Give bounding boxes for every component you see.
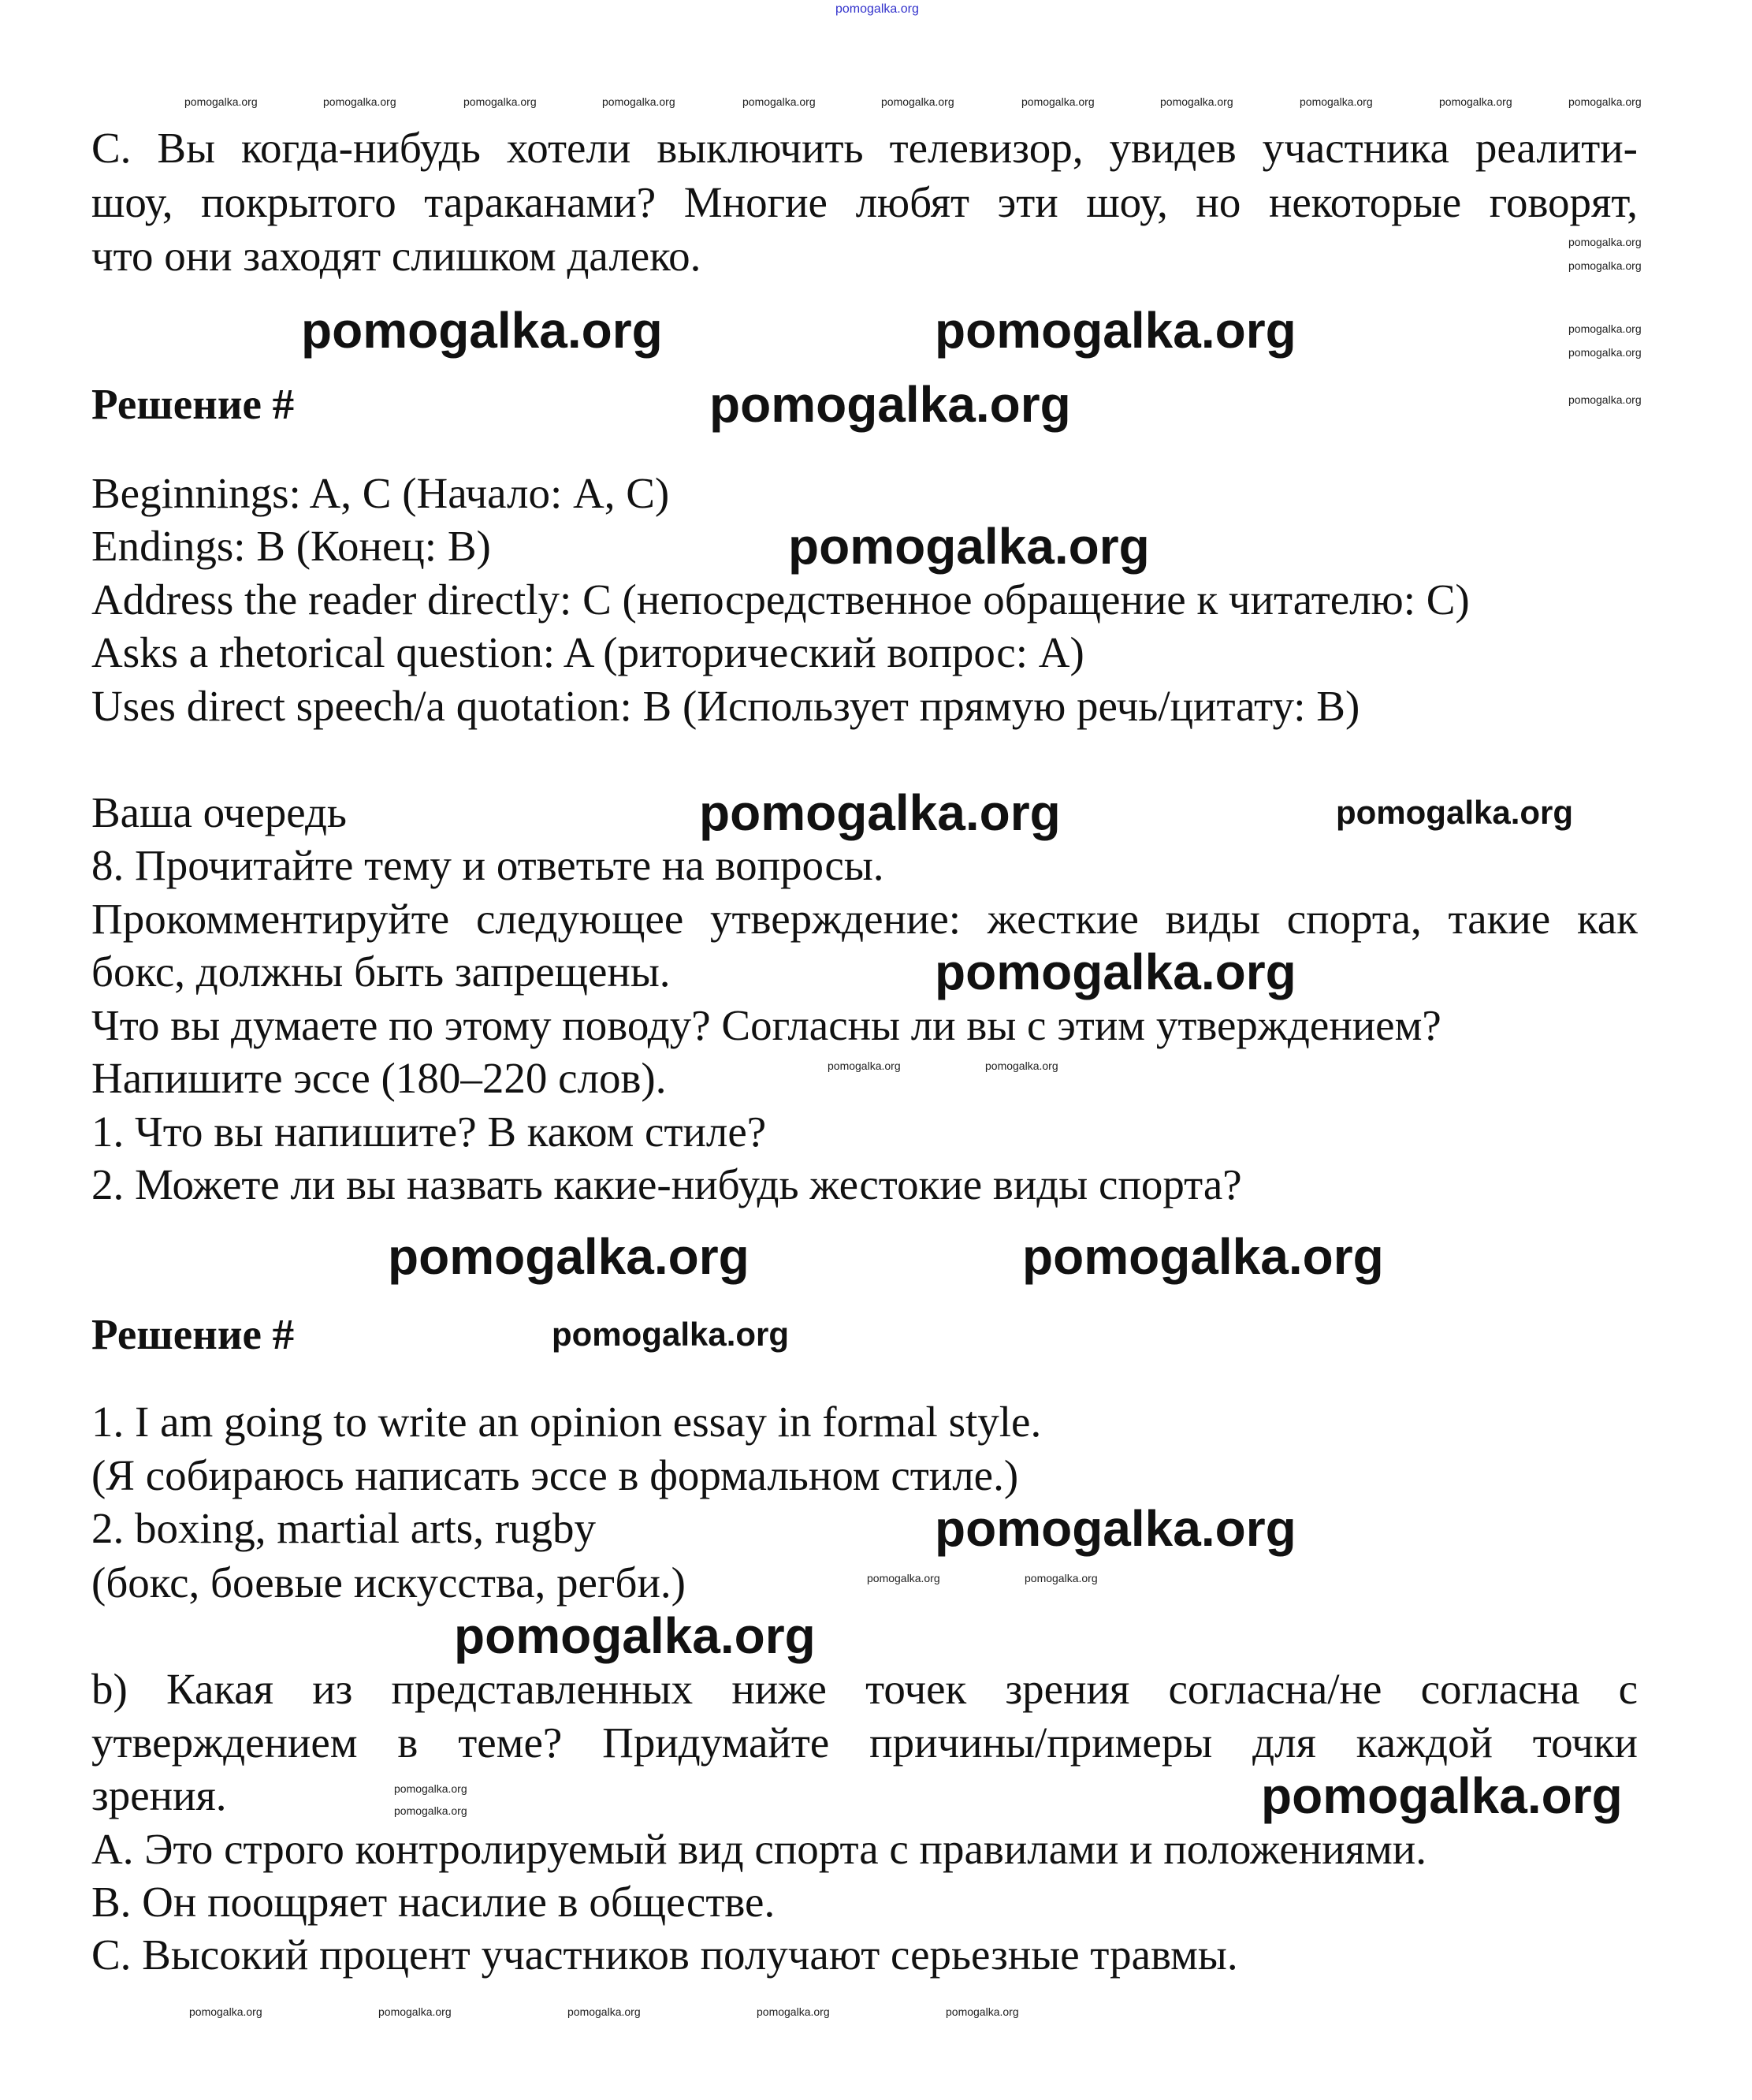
question-line: 2. Можете ли вы назвать какие-нибудь жестокие виды спорта? — [91, 1160, 1242, 1208]
answer-line: 2. boxing, martial arts, rugby — [91, 1504, 597, 1552]
task-b-line: зрения. — [91, 1771, 227, 1819]
watermark-small: pomogalka.org — [1568, 236, 1642, 248]
watermark-small: pomogalka.org — [946, 2005, 1019, 2018]
watermark-small: pomogalka.org — [1021, 95, 1095, 108]
watermark-large: pomogalka.org — [935, 1500, 1296, 1557]
watermark-medium: pomogalka.org — [1336, 794, 1574, 831]
watermark-large: pomogalka.org — [1261, 1767, 1623, 1824]
watermark-small: pomogalka.org — [394, 1782, 467, 1795]
watermark-small: pomogalka.org — [463, 95, 537, 108]
top-watermark-link[interactable]: pomogalka.org — [835, 2, 919, 16]
watermark-small: pomogalka.org — [378, 2005, 452, 2018]
task-c-line: C. Вы когда-нибудь хотели выключить телевизор, увидев участника реалити- — [91, 124, 1638, 172]
watermark-small: pomogalka.org — [1160, 95, 1233, 108]
solution-line: Uses direct speech/a quotation: B (Использует прямую речь/цитату: B) — [91, 682, 1360, 730]
watermark-small: pomogalka.org — [985, 1059, 1058, 1072]
answer-line: 1. I am going to write an opinion essay in formal style. — [91, 1398, 1042, 1446]
watermark-small: pomogalka.org — [867, 1572, 940, 1584]
watermark-small: pomogalka.org — [1568, 259, 1642, 272]
watermark-small: pomogalka.org — [1568, 393, 1642, 406]
task-line: 8. Прочитайте тему и ответьте на вопросы. — [91, 841, 884, 889]
viewpoint-c: C. Высокий процент участников получают серьезные травмы. — [91, 1931, 1238, 1979]
watermark-small: pomogalka.org — [828, 1059, 901, 1072]
watermark-large: pomogalka.org — [935, 944, 1296, 1000]
answer-line: (Я собираюсь написать эссе в формальном стиле.) — [91, 1451, 1019, 1499]
solution-heading: Решение # — [91, 1310, 295, 1358]
watermark-large: pomogalka.org — [709, 376, 1071, 433]
task-line: Прокомментируйте следующее утверждение: жесткие виды спорта, такие как — [91, 895, 1638, 943]
viewpoint-b: B. Он поощряет насилие в обществе. — [91, 1878, 776, 1926]
watermark-small: pomogalka.org — [323, 95, 396, 108]
watermark-large: pomogalka.org — [301, 302, 663, 359]
watermark-small: pomogalka.org — [1025, 1572, 1098, 1584]
watermark-small: pomogalka.org — [602, 95, 675, 108]
task-c-line: шоу, покрытого тараканами? Многие любят эти шоу, но некоторые говорят, — [91, 178, 1638, 226]
solution-line: Address the reader directly: C (непосредственное обращение к читателю: C) — [91, 575, 1470, 624]
watermark-large: pomogalka.org — [788, 518, 1150, 575]
watermark-small: pomogalka.org — [394, 1804, 467, 1817]
task-line: Напишите эссе (180–220 слов). — [91, 1054, 667, 1102]
watermark-large: pomogalka.org — [1022, 1228, 1384, 1285]
solution-heading: Решение # — [91, 380, 295, 428]
task-line: Что вы думаете по этому поводу? Согласны ли вы с этим утверждением? — [91, 1001, 1441, 1049]
viewpoint-a: A. Это строго контролируемый вид спорта с правилами и положениями. — [91, 1825, 1427, 1873]
answer-line: (бокс, боевые искусства, регби.) — [91, 1558, 686, 1607]
task-b-line: b) Какая из представленных ниже точек зрения согласна/не согласна с — [91, 1665, 1638, 1713]
watermark-small: pomogalka.org — [184, 95, 258, 108]
your-turn-heading: Ваша очередь — [91, 788, 348, 836]
watermark-medium: pomogalka.org — [552, 1316, 790, 1353]
watermark-large: pomogalka.org — [699, 784, 1061, 841]
watermark-small: pomogalka.org — [1568, 346, 1642, 359]
task-line: бокс, должны быть запрещены. — [91, 948, 671, 996]
watermark-small: pomogalka.org — [881, 95, 954, 108]
watermark-large: pomogalka.org — [454, 1607, 816, 1664]
watermark-small: pomogalka.org — [567, 2005, 641, 2018]
watermark-large: pomogalka.org — [388, 1228, 750, 1285]
task-c-line: что они заходят слишком далеко. — [91, 232, 701, 280]
task-b-line: утверждением в теме? Придумайте причины/примеры для каждой точки — [91, 1718, 1638, 1767]
watermark-small: pomogalka.org — [1300, 95, 1373, 108]
watermark-small: pomogalka.org — [757, 2005, 830, 2018]
watermark-small: pomogalka.org — [1439, 95, 1512, 108]
solution-line: Asks a rhetorical question: A (риторический вопрос: A) — [91, 628, 1084, 676]
question-line: 1. Что вы напишите? В каком стиле? — [91, 1108, 767, 1156]
watermark-small: pomogalka.org — [1568, 95, 1642, 108]
watermark-small: pomogalka.org — [189, 2005, 262, 2018]
solution-line: Beginnings: A, C (Начало: A, C) — [91, 469, 670, 517]
watermark-small: pomogalka.org — [1568, 322, 1642, 335]
watermark-small: pomogalka.org — [742, 95, 816, 108]
solution-line: Endings: B (Конец: B) — [91, 522, 491, 570]
watermark-large: pomogalka.org — [935, 302, 1296, 359]
